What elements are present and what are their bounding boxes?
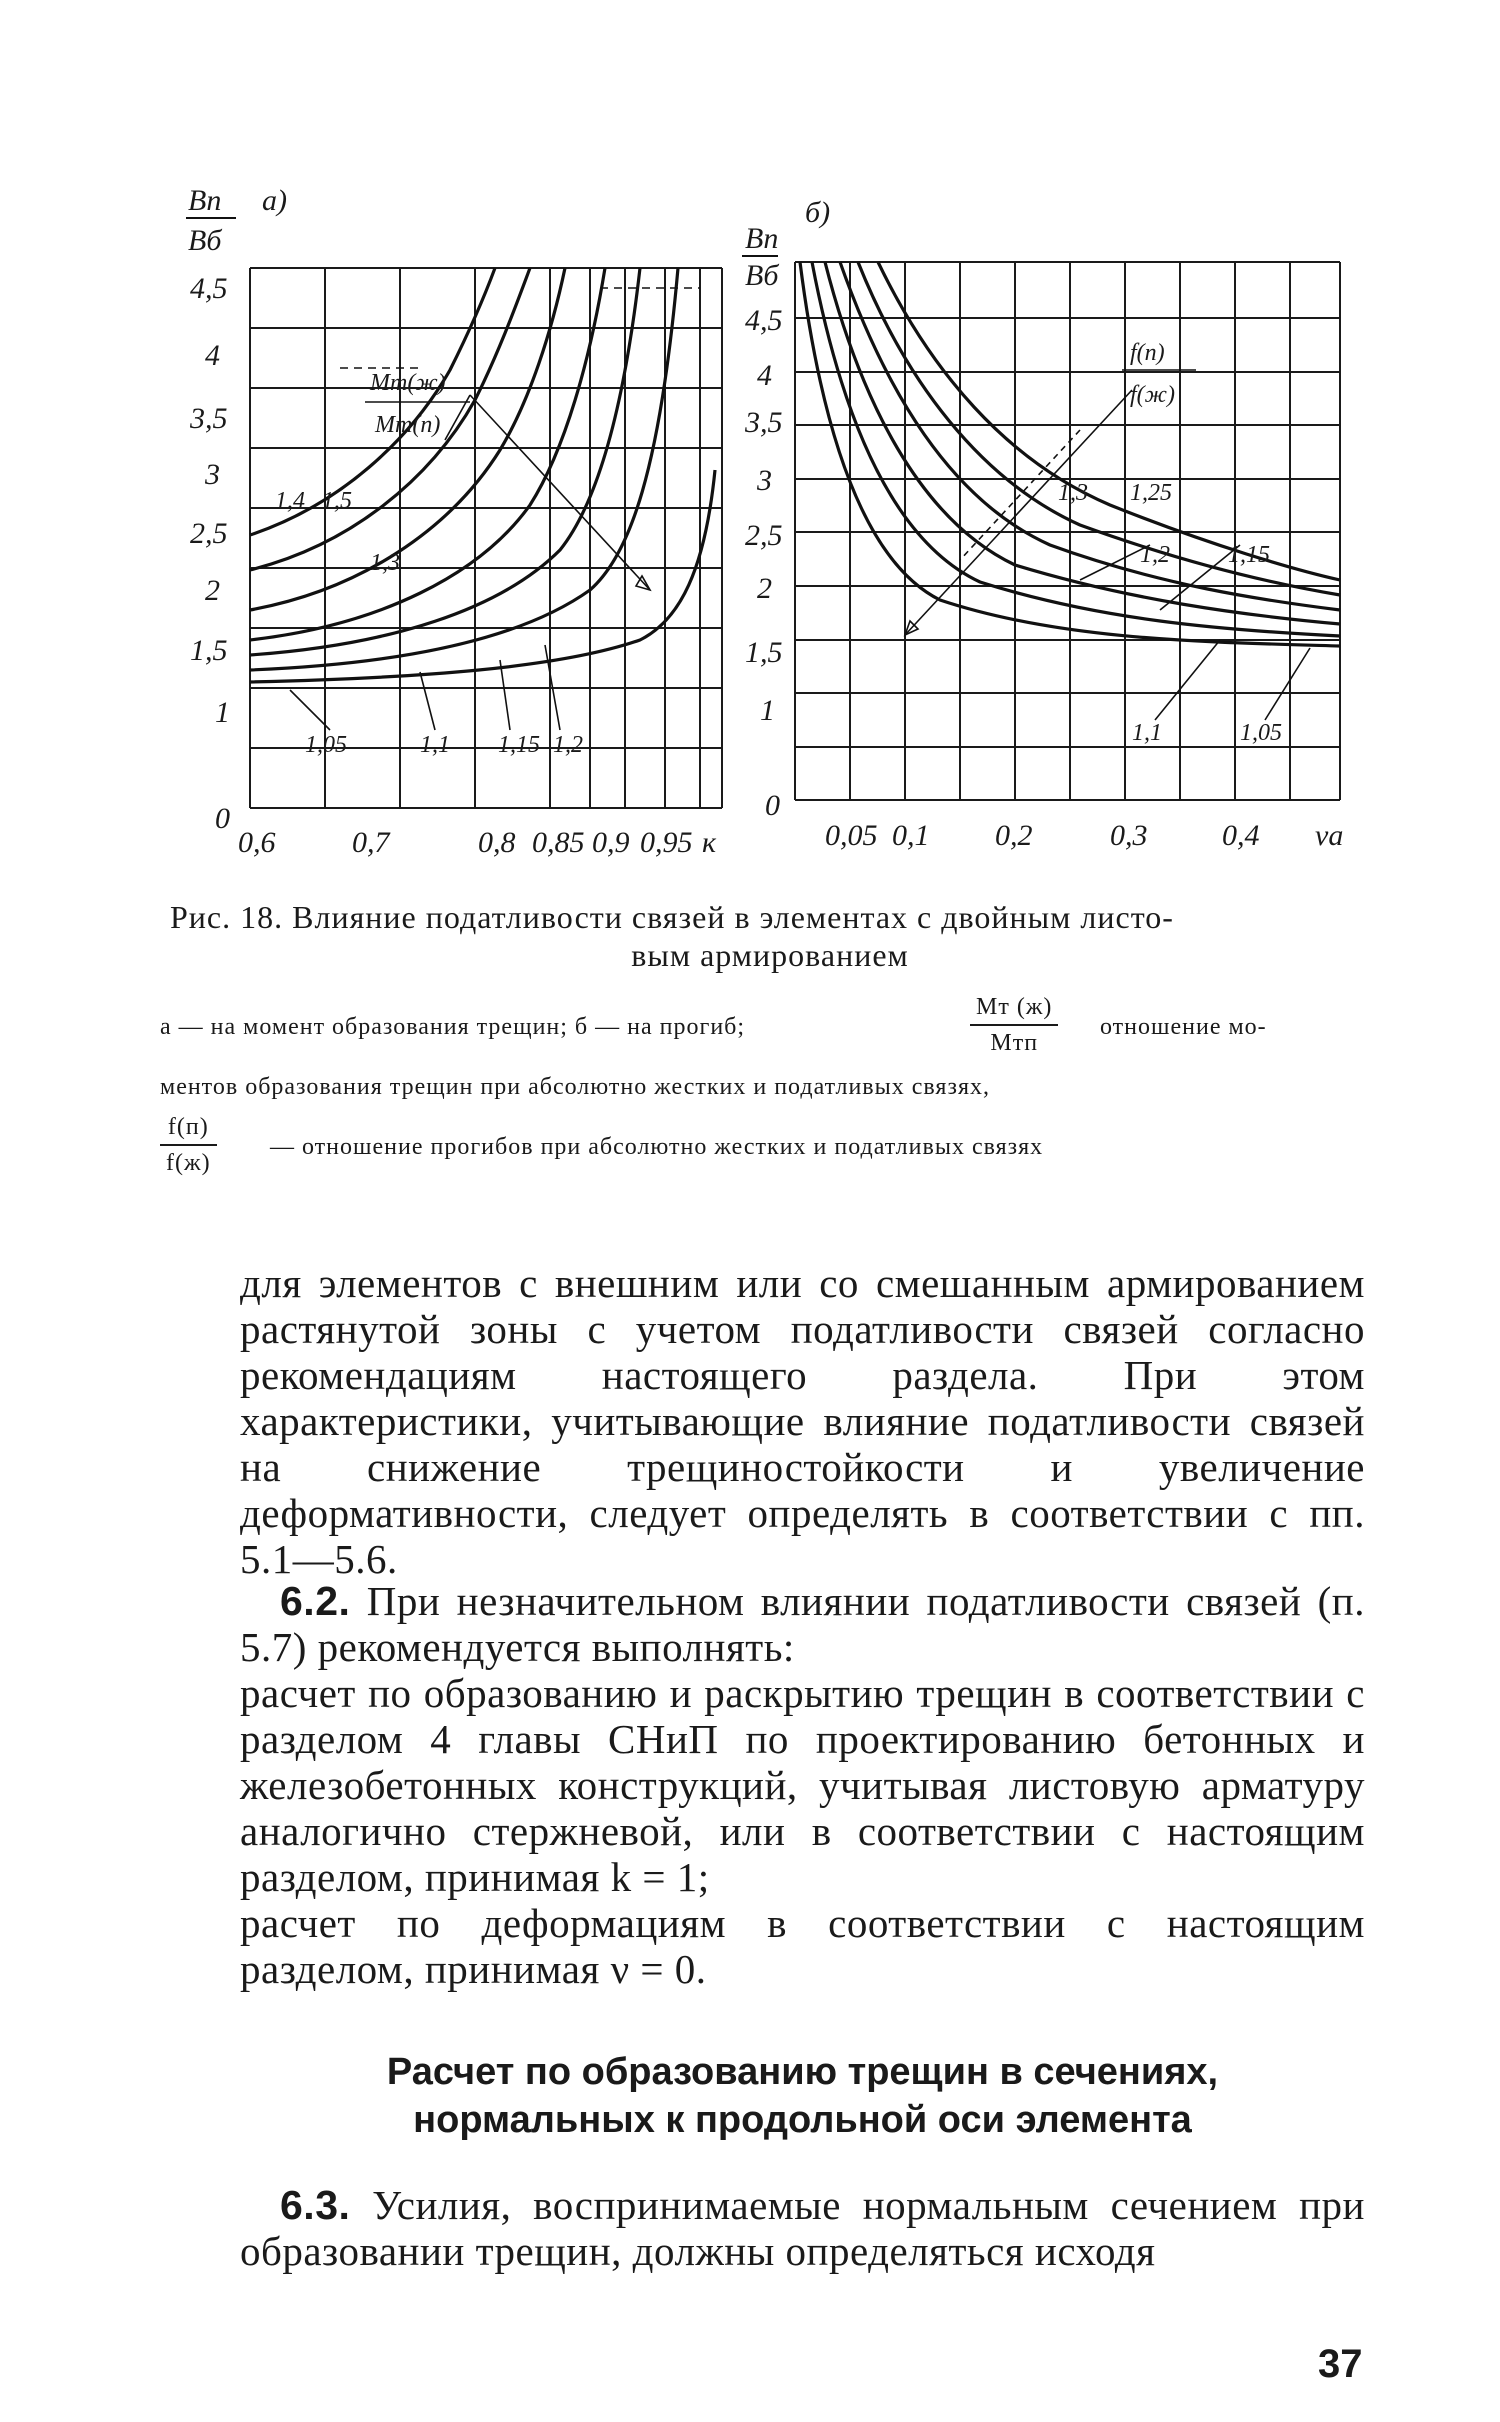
- section-heading: [240, 2048, 1365, 2144]
- panel-b-ytick-3: 3: [757, 464, 772, 497]
- figure-legend: [160, 990, 1370, 1210]
- panel-b-label-1-3: 1,3: [1058, 480, 1088, 506]
- panel-a: [186, 184, 722, 859]
- panel-b-ytick-1-5: 1,5: [745, 636, 783, 669]
- panel-b-label-1-05: 1,05: [1240, 720, 1282, 746]
- panel-a-ratio-den: Mт(п): [375, 412, 441, 438]
- panel-a-label-1-1: 1,1: [420, 732, 450, 758]
- panel-b-label: б): [805, 196, 831, 229]
- section-6-3-text: Усилия, воспринимаемые нормальным сечением при образовании трещин, должны определяться исходя: [240, 2182, 1365, 2274]
- panel-b-ytick-2-5: 2,5: [745, 519, 783, 552]
- panel-a-xtick-0-85: 0,85: [532, 826, 585, 859]
- item-1: [240, 1670, 1365, 1900]
- panel-a-y-label-den: Вб: [188, 224, 222, 257]
- section-6-3-number: 6.3.: [280, 2182, 351, 2228]
- legend-fraction-1-num: Мт (ж): [970, 990, 1058, 1026]
- legend-line-3: — отношение прогибов при абсолютно жестких и податливых связях: [270, 1134, 1044, 1160]
- page-number: 37: [1318, 2342, 1363, 2386]
- panel-a-ytick-3-5: 3,5: [190, 402, 228, 435]
- panel-b-ytick-4: 4: [757, 359, 772, 392]
- panel-a-curve-1-3: [250, 268, 565, 610]
- panel-a-grid: [250, 268, 722, 808]
- panel-a-xtick-0-9: 0,9: [592, 826, 630, 859]
- section-6-2-number: 6.2.: [280, 1578, 351, 1624]
- panel-b-x-axis-label: νa: [1315, 819, 1344, 852]
- panel-a-label-1-05: 1,05: [305, 732, 347, 758]
- panel-b-xtick-0-3: 0,3: [1110, 819, 1148, 852]
- panel-a-ytick-4: 4: [205, 339, 220, 372]
- heading-line-2: нормальных к продольной оси элемента: [413, 2099, 1192, 2141]
- panel-a-ytick-1-5: 1,5: [190, 634, 228, 667]
- figure-18: [0, 0, 1500, 880]
- section-6-2: [240, 1578, 1365, 1992]
- panel-a-label: а): [262, 184, 287, 217]
- panel-a-xtick-0-6: 0,6: [238, 826, 276, 859]
- panel-a-label-1-2: 1,2: [553, 732, 583, 758]
- panel-b-label-1-2: 1,2: [1140, 542, 1170, 568]
- panel-b-ratio-num: f(п): [1130, 340, 1165, 366]
- panel-b-xtick-0-1: 0,1: [892, 819, 930, 852]
- panel-b-label-1-1: 1,1: [1132, 720, 1162, 746]
- panel-a-ytick-1: 1: [215, 696, 230, 729]
- panel-b-xtick-0-4: 0,4: [1222, 819, 1260, 852]
- item-2: [240, 1900, 1365, 1992]
- panel-a-ytick-3: 3: [205, 458, 220, 491]
- legend-fraction-2-num: f(п): [160, 1110, 217, 1146]
- panel-a-xtick-0-8: 0,8: [478, 826, 516, 859]
- panel-b-y-label-den: Вб: [745, 259, 779, 292]
- item-1-text: расчет по образованию и раскрытию трещин в соответствии с разделом 4 главы СНиП по проектированию бетонных и железобетонных конструкций, учитывая листовую арматуру аналогично стержневой, или в соответствии с настоящим разделом, принимая k = 1;: [240, 1670, 1365, 1900]
- legend-fraction-2-den: f(ж): [166, 1150, 211, 1176]
- panel-a-xtick-0-7: 0,7: [352, 826, 390, 859]
- section-6-3: [240, 2182, 1365, 2274]
- panel-b: [742, 196, 1343, 852]
- panel-b-ytick-2: 2: [757, 572, 772, 605]
- caption-line-1: Рис. 18. Влияние податливости связей в элементах с двойным листо-: [170, 899, 1174, 935]
- panel-a-label-1-4: 1,4: [275, 488, 305, 514]
- heading-line-1: Расчет по образованию трещин в сечениях,: [386, 2051, 1219, 2093]
- paragraph-1: для элементов с внешним или со смешанным армированием растянутой зоны с учетом податливости связей согласно рекомендациям настоящего раздела. При этом характеристики, учитывающие влияние податливости связей на снижение трещиностойкости и увеличение деформативности, следует определять в соответствии с пп. 5.1—5.6.: [240, 1260, 1365, 1582]
- figure-caption: [170, 898, 1370, 974]
- legend-part-1: а — на момент образования трещин; б — на прогиб;: [160, 1014, 746, 1040]
- panel-a-ytick-2-5: 2,5: [190, 517, 228, 550]
- panel-b-ytick-1: 1: [760, 694, 775, 727]
- item-2-text: расчет по деформациям в соответствии с настоящим разделом, принимая ν = 0.: [240, 1900, 1365, 1992]
- legend-fraction-1-den: Мтп: [990, 1030, 1039, 1056]
- panel-b-label-1-25: 1,25: [1130, 480, 1172, 506]
- legend-line-2: ментов образования трещин при абсолютно жестких и податливых связях,: [160, 1074, 990, 1100]
- legend-fraction-1: [970, 990, 1058, 1060]
- panel-a-ratio-num: Mт(ж): [370, 370, 446, 396]
- panel-b-ratio-den: f(ж): [1130, 382, 1175, 408]
- panel-a-x-axis-label: к: [702, 826, 717, 859]
- panel-a-y-label-num: Вп: [188, 184, 222, 217]
- legend-part-2: отношение мо-: [1100, 1014, 1267, 1040]
- section-6-2-text: При незначительном влиянии податливости связей (п. 5.7) рекомендуется выполнять:: [240, 1578, 1365, 1670]
- legend-fraction-2: [160, 1110, 217, 1180]
- caption-line-2: вым армированием: [631, 937, 909, 973]
- panel-a-ytick-0: 0: [215, 802, 230, 835]
- panel-b-ytick-0: 0: [765, 789, 780, 822]
- panel-a-label-1-15: 1,15: [498, 732, 540, 758]
- panel-b-xtick-0-2: 0,2: [995, 819, 1033, 852]
- panel-b-xtick-0-05: 0,05: [825, 819, 878, 852]
- paragraph-continuation: [240, 1260, 1365, 1582]
- panel-a-xtick-0-95: 0,95: [640, 826, 693, 859]
- panel-a-ytick-2: 2: [205, 574, 220, 607]
- panel-b-y-label-num: Вп: [745, 222, 779, 255]
- panel-a-label-1-5: 1,5: [322, 488, 352, 514]
- panel-b-label-1-15: 1,15: [1228, 542, 1270, 568]
- panel-a-label-1-3: 1,3: [370, 550, 400, 576]
- panel-b-ytick-3-5: 3,5: [745, 406, 783, 439]
- panel-b-ytick-4-5: 4,5: [745, 304, 783, 337]
- panel-a-ytick-4-5: 4,5: [190, 272, 228, 305]
